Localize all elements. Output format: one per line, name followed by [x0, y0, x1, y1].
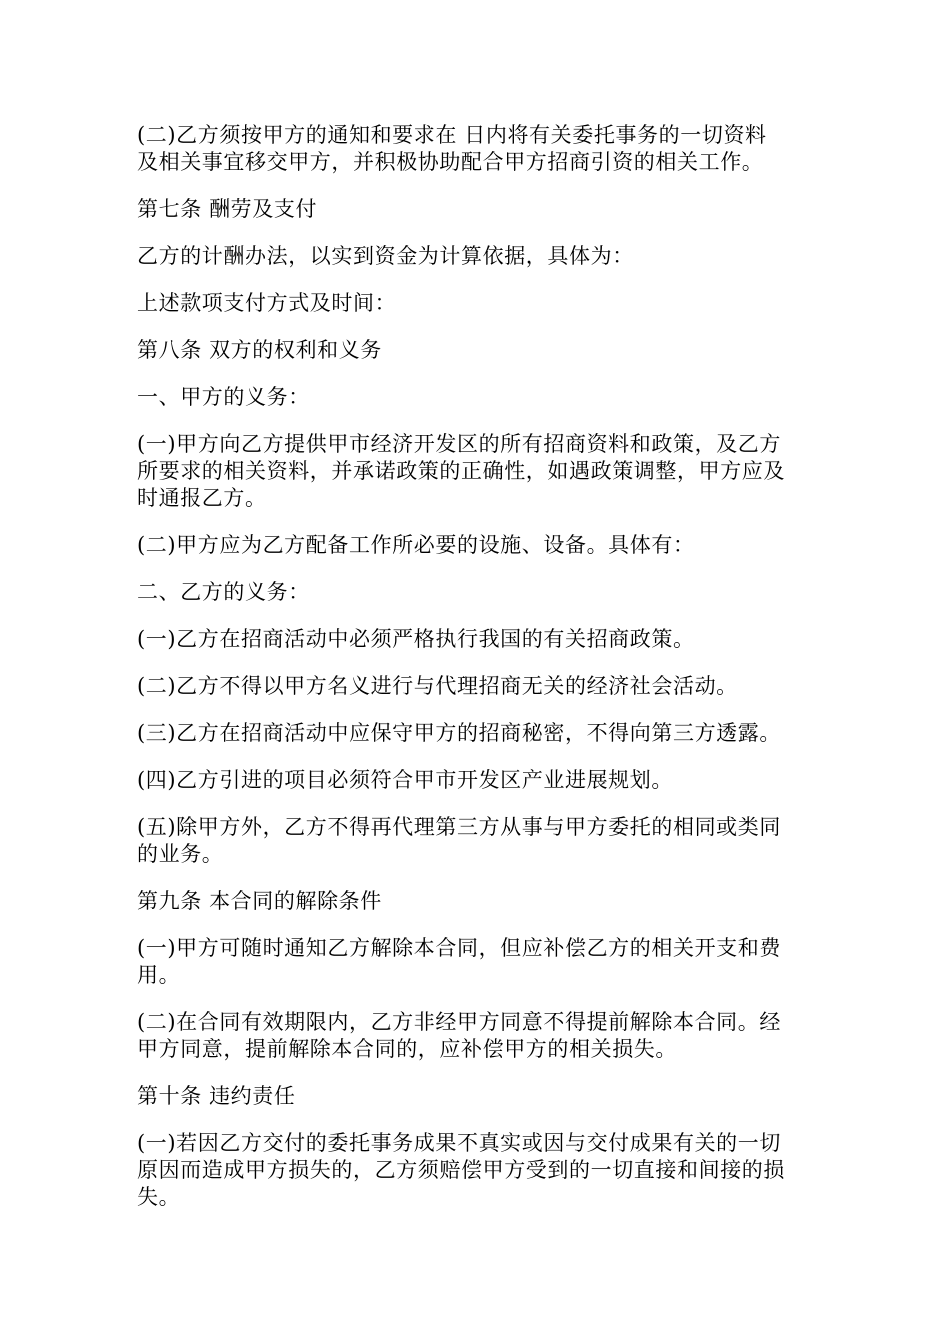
article-7-heading: 第七条 酬劳及支付: [137, 197, 318, 221]
party-a-duty-2: (二)甲方应为乙方配备工作所必要的设施、设备。具体有：: [137, 533, 695, 557]
article-10-heading: 第十条 违约责任: [137, 1084, 296, 1108]
party-b-duty-2: (二)乙方不得以甲方名义进行与代理招商无关的经济社会活动。: [137, 674, 738, 698]
party-b-duty-1: (一)乙方在招商活动中必须严格执行我国的有关招商政策。: [137, 627, 695, 651]
party-a-duty-1: (一)甲方向乙方提供甲市经济开发区的所有招商资料和政策，及乙方 所要求的相关资料，并承诺政策的正确性，如遇政策调整，甲方应及 时通报乙方。: [137, 432, 785, 510]
article-9-item-2: (二)在合同有效期限内，乙方非经甲方同意不得提前解除本合同。经 甲方同意，提前解除本合同的，应补偿甲方的相关损失。: [137, 1010, 781, 1061]
clause-6-item-2: (二)乙方须按甲方的通知和要求在 日内将有关委托事务的一切资料 及相关事宜移交甲方，并积极协助配合甲方招商引资的相关工作。: [137, 123, 767, 174]
article-7-method: 乙方的计酬办法，以实到资金为计算依据，具体为：: [137, 244, 634, 268]
article-7-payment: 上述款项支付方式及时间：: [137, 291, 397, 315]
party-b-duties-heading: 二、乙方的义务：: [137, 580, 310, 604]
article-8-heading: 第八条 双方的权利和义务: [137, 338, 382, 362]
party-b-duty-5: (五)除甲方外，乙方不得再代理第三方从事与甲方委托的相同或类同 的业务。: [137, 815, 781, 866]
document-body: [137, 122, 827, 1231]
party-a-duties-heading: 一、甲方的义务：: [137, 385, 310, 409]
party-b-duty-3: (三)乙方在招商活动中应保守甲方的招商秘密，不得向第三方透露。: [137, 721, 781, 745]
article-9-item-1: (一)甲方可随时通知乙方解除本合同，但应补偿乙方的相关开支和费 用。: [137, 936, 781, 987]
party-b-duty-4: (四)乙方引进的项目必须符合甲市开发区产业进展规划。: [137, 768, 673, 792]
article-10-item-1: (一)若因乙方交付的委托事务成果不真实或因与交付成果有关的一切 原因而造成甲方损失的，乙方须赔偿甲方受到的一切直接和间接的损 失。: [137, 1131, 785, 1209]
article-9-heading: 第九条 本合同的解除条件: [137, 889, 382, 913]
